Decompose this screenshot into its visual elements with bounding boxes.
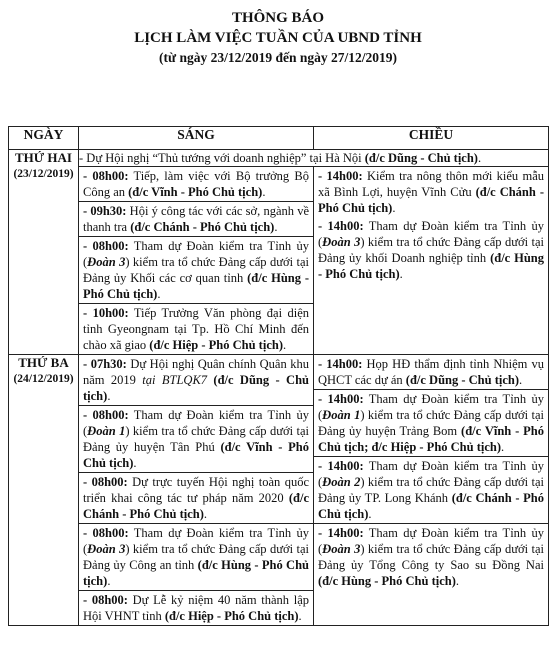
official-name: (đ/c Hùng - Phó Chủ tịch) <box>83 558 309 588</box>
event-end: . <box>282 338 287 352</box>
col-header-morning: SÁNG <box>79 127 314 150</box>
delegation-name: Đoàn 1 <box>87 424 126 438</box>
event-block <box>79 524 313 591</box>
event-text: Dự Hội nghị Quân chính Quân khu năm 2019 <box>83 357 309 387</box>
event-text: ) kiểm tra tổ chức Đảng cấp dưới tại Đảng ủy huyện Trảng Bom <box>318 408 544 438</box>
delegation-name: Đoàn 1 <box>322 408 361 422</box>
event-block <box>314 457 548 524</box>
event-time: - 08h00: <box>83 169 129 183</box>
event-location: tại BTLQK7 <box>142 373 208 387</box>
event-text: - Dự Hội nghị “Thủ tướng với doanh nghiệp” tại Hà Nội <box>79 151 365 165</box>
event-text: Kiểm tra nông thôn mới kiểu mẫu xã Bình Lợi, huyện Vĩnh Cửu <box>318 169 545 199</box>
event-block <box>314 355 548 390</box>
event-text: Họp HĐ thẩm định tỉnh Nhiệm vụ QHCT các dự án <box>318 357 545 387</box>
event-block <box>79 473 313 524</box>
event-end: . <box>133 456 137 470</box>
event-time: - 08h00: <box>83 408 129 422</box>
delegation-name: Đoàn 3 <box>87 542 126 556</box>
event-block <box>79 202 313 237</box>
event-text: Tham dự Đoàn kiểm tra Tỉnh ủy ( <box>318 459 544 489</box>
event-end: . <box>107 574 111 588</box>
event-end: . <box>107 389 111 403</box>
event-block <box>79 167 313 202</box>
event-text: ) kiểm tra tổ chức Đảng cấp dưới tại Đảng ủy Công an tỉnh <box>83 542 309 572</box>
official-name: (đ/c Vĩnh - Phó Chủ tịch; đ/c Hiệp - Phó Chủ tịch) <box>318 424 544 454</box>
official-name: (đ/c Hiệp - Phó Chủ tịch) <box>164 609 299 623</box>
event-end: . <box>399 267 403 281</box>
event-text: Tham dự Đoàn kiểm tra Tỉnh ủy ( <box>83 408 309 438</box>
delegation-name: Đoàn 3 <box>322 235 361 249</box>
event-text: Hội ý công tác với các sở, ngành về thanh tra <box>83 204 310 234</box>
tuesday-row <box>9 355 549 626</box>
col-header-afternoon: CHIỀU <box>314 127 549 150</box>
official-name: (đ/c Chánh - Phó Chủ tịch) <box>83 491 309 521</box>
official-name: (đ/c Chánh - Phó Chủ tịch) <box>130 220 275 234</box>
event-text: Tham dự Đoàn kiểm tra Tỉnh ủy ( <box>83 239 309 269</box>
event-block <box>314 167 548 217</box>
fullday-event <box>79 150 549 167</box>
event-time: - 07h30: <box>83 357 127 371</box>
event-end: . <box>519 373 523 387</box>
event-text: Tiếp, làm việc với Bộ trưởng Bộ Công an <box>83 169 309 199</box>
event-block <box>79 406 313 473</box>
event-text: ) kiểm tra tổ chức Đảng cấp dưới tại Đảng ủy Tổng Công ty Sao su Đồng Nai <box>318 542 544 572</box>
event-end: . <box>203 507 207 521</box>
official-name: (đ/c Vĩnh - Phó Chủ tịch) <box>128 185 263 199</box>
event-time: - 09h30: <box>83 204 127 218</box>
afternoon-cell-monday <box>314 167 549 355</box>
event-block <box>79 355 313 406</box>
event-end: . <box>368 507 372 521</box>
official-name: (đ/c Vĩnh - Phó Chủ tịch) <box>83 440 309 470</box>
day-label: THỨ HAI <box>15 150 72 165</box>
day-date: (23/12/2019) <box>13 168 74 180</box>
day-cell-monday <box>9 150 79 355</box>
official-name: (đ/c Dũng - Chủ tịch) <box>405 373 519 387</box>
event-end: . <box>157 287 161 301</box>
official-name: (đ/c Hùng - Phó Chủ tịch) <box>318 574 456 588</box>
morning-cell-monday <box>79 167 314 355</box>
event-time: - 14h00: <box>318 169 363 183</box>
morning-cell-tuesday <box>79 355 314 626</box>
event-time: - 08h00: <box>83 239 129 253</box>
event-text: Tiếp Trưởng Văn phòng đại diện tỉnh Gyeongnam tại Tp. Hồ Chí Minh đến chào xã giao <box>83 306 309 352</box>
event-text: ) kiểm tra tổ chức Đảng cấp dưới tại Đảng ủy Khối các cơ quan tỉnh <box>83 255 309 285</box>
event-text: Tham dự Đoàn kiểm tra Tỉnh ủy ( <box>83 526 309 556</box>
event-text: Dự trực tuyến Hội nghị toàn quốc triển khai công tác tư pháp năm 2020 <box>83 475 309 505</box>
official-name: (đ/c Chánh - Phó Chủ tịch) <box>318 185 544 215</box>
event-text: ) kiểm tra tổ chức Đảng cấp dưới tại Đảng ủy khối Doanh nghiệp tỉnh <box>318 235 544 265</box>
event-text: Dự Lễ kỷ niệm 40 năm thành lập Hội VHNT tỉnh <box>83 593 309 623</box>
event-time: - 14h00: <box>318 526 364 540</box>
event-block <box>314 524 548 590</box>
event-time: - 14h00: <box>318 392 364 406</box>
event-end: . <box>455 574 459 588</box>
col-header-day: NGÀY <box>9 127 79 150</box>
afternoon-cell-tuesday <box>314 355 549 626</box>
event-end: . <box>298 609 302 623</box>
delegation-name: Đoàn 3 <box>322 542 361 556</box>
event-block <box>79 304 313 354</box>
event-time: - 08h00: <box>83 526 129 540</box>
event-end: . <box>501 440 505 454</box>
official-name: (đ/c Hùng - Phó Chủ tịch) <box>318 251 545 281</box>
event-time: - 14h00: <box>318 459 364 473</box>
day-label: THỨ BA <box>18 355 69 370</box>
official-name: (đ/c Chánh - Phó Chủ tịch) <box>318 491 544 521</box>
event-end: . <box>274 220 278 234</box>
event-block <box>314 217 548 283</box>
event-block <box>79 237 313 304</box>
event-text: Tham dự Đoàn kiểm tra Tỉnh ủy ( <box>318 219 544 249</box>
schedule-table <box>8 126 549 626</box>
day-date: (24/12/2019) <box>13 373 74 385</box>
event-text: ) kiểm tra tổ chức Đảng cấp dưới tại Đảng ủy huyện Tân Phú <box>83 424 309 454</box>
event-time: - 14h00: <box>318 219 364 233</box>
schedule-title: LỊCH LÀM VIỆC TUẦN CỦA UBND TỈNH <box>134 30 422 46</box>
official-name: (đ/c Hùng - Phó Chủ tịch) <box>83 271 309 301</box>
event-end: . <box>262 185 266 199</box>
event-block <box>314 390 548 457</box>
event-time: - 14h00: <box>318 357 363 371</box>
delegation-name: Đoàn 3 <box>87 255 126 269</box>
event-time: - 08h00: <box>83 593 128 607</box>
notice-title: THÔNG BÁO <box>231 10 325 26</box>
event-time: - 10h00: <box>83 306 129 320</box>
event-end: . <box>477 151 482 165</box>
official-name: (đ/c Hiệp - Phó Chủ tịch) <box>149 338 283 352</box>
monday-fullday-row <box>9 150 549 167</box>
monday-row <box>9 167 549 355</box>
event-end: . <box>392 201 396 215</box>
official-name: (đ/c Dũng - Chủ tịch) <box>83 373 309 403</box>
event-text: Tham dự Đoàn kiểm tra Tỉnh ủy ( <box>318 526 544 556</box>
official-name: (đ/c Dũng - Chủ tịch) <box>364 151 478 165</box>
date-range: (từ ngày 23/12/2019 đến ngày 27/12/2019) <box>159 50 397 65</box>
event-text: ) kiểm tra tổ chức Đảng cấp dưới tại Đảng ủy TP. Long Khánh <box>318 475 544 505</box>
event-text: Tham dự Đoàn kiểm tra Tỉnh ủy ( <box>318 392 544 422</box>
event-time: - 08h00: <box>83 475 128 489</box>
day-cell-tuesday <box>9 355 79 626</box>
event-block <box>79 591 313 625</box>
delegation-name: Đoàn 2 <box>322 475 361 489</box>
table-header-row <box>9 127 549 150</box>
